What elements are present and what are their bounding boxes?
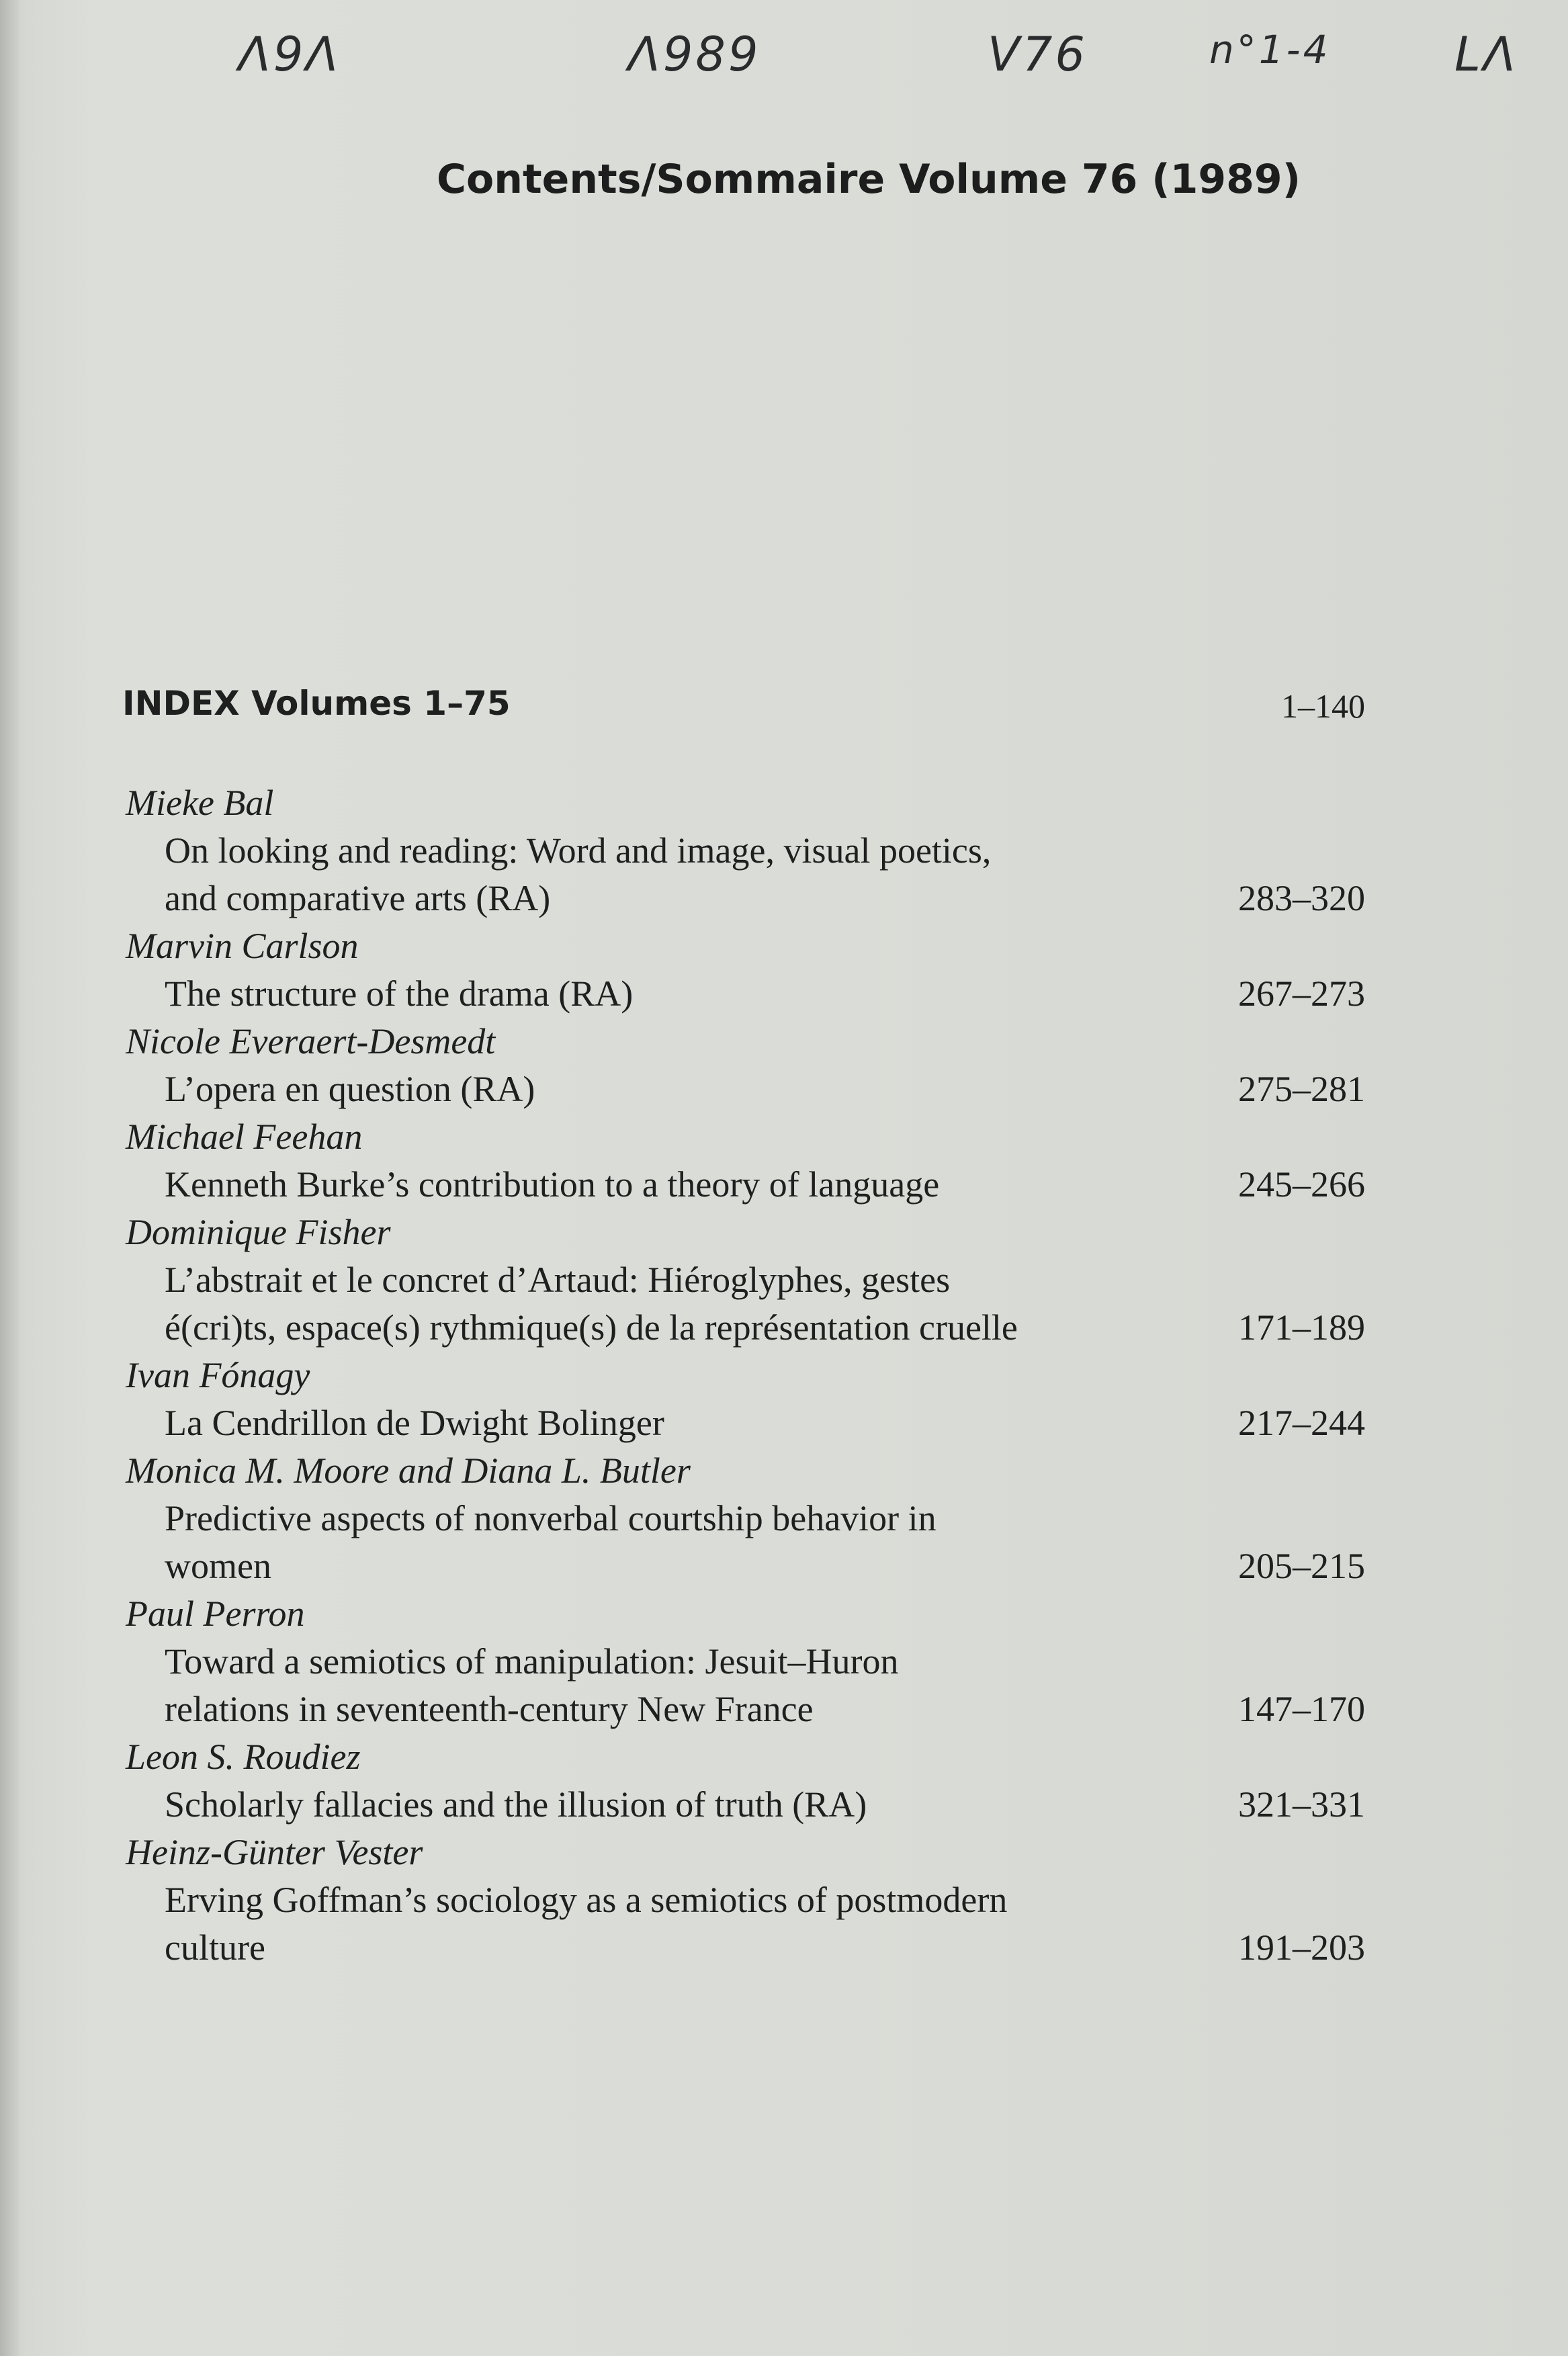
entry-article xyxy=(126,1399,1365,1447)
article-title-line: On looking and reading: Word and image, visual poetics, xyxy=(165,830,992,871)
entry-pages: 217–244 xyxy=(1238,1403,1365,1443)
entry-article xyxy=(126,1256,1365,1352)
entry-article xyxy=(126,1065,1365,1113)
index-pages: 1–140 xyxy=(1281,687,1365,725)
entry-pages: 267–273 xyxy=(1238,973,1365,1014)
entry-pages: 275–281 xyxy=(1238,1069,1365,1109)
entry-pages: 283–320 xyxy=(1238,878,1365,918)
entry-pages: 171–189 xyxy=(1238,1307,1365,1348)
handwritten-note: n°1-4 xyxy=(1209,27,1331,73)
article-title-line: culture xyxy=(165,1927,265,1968)
entry-pages: 191–203 xyxy=(1238,1927,1365,1968)
handwritten-note: Λ989 xyxy=(628,27,761,82)
page-title: Contents/Sommaire Volume 76 (1989) xyxy=(437,156,1301,203)
entry-author: Nicole Everaert-Desmedt xyxy=(126,1021,496,1061)
entry-author: Leon S. Roudiez xyxy=(126,1737,361,1777)
entry-author: Marvin Carlson xyxy=(126,926,359,966)
contents-entry xyxy=(126,1113,1365,1209)
entry-author: Heinz-Günter Vester xyxy=(126,1832,423,1872)
article-title-line: relations in seventeenth-century New France xyxy=(165,1689,814,1729)
entry-article xyxy=(126,1781,1365,1829)
entry-author: Michael Feehan xyxy=(126,1117,363,1157)
article-title-line: The structure of the drama (RA) xyxy=(165,973,634,1014)
contents-entry xyxy=(126,1018,1365,1113)
entry-article xyxy=(126,1638,1365,1733)
index-entry xyxy=(122,684,1365,738)
entry-article xyxy=(126,1876,1365,1972)
entry-author: Monica M. Moore and Diana L. Butler xyxy=(126,1450,691,1491)
article-title-line: Kenneth Burke’s contribution to a theory of language xyxy=(165,1164,940,1205)
contents-entry xyxy=(126,1590,1365,1733)
entry-pages: 147–170 xyxy=(1238,1689,1365,1729)
article-title-line: women xyxy=(165,1546,271,1586)
contents-entry xyxy=(126,922,1365,1018)
entry-article xyxy=(126,827,1365,922)
handwritten-note: Λ9Λ xyxy=(238,27,341,82)
article-title-line: L’opera en question (RA) xyxy=(165,1069,535,1109)
entry-pages: 205–215 xyxy=(1238,1546,1365,1586)
index-label: INDEX Volumes 1–75 xyxy=(122,684,511,723)
contents-entry xyxy=(126,1829,1365,1972)
article-title-line: Erving Goffman’s sociology as a semiotics of postmodern xyxy=(165,1880,1008,1920)
entry-author: Mieke Bal xyxy=(126,783,274,823)
contents-entry xyxy=(126,1209,1365,1352)
article-title-line: é(cri)ts, espace(s) rythmique(s) de la représentation cruelle xyxy=(165,1307,1018,1348)
handwritten-annotations xyxy=(0,27,1568,107)
entry-article xyxy=(126,970,1365,1018)
article-title-line: Scholarly fallacies and the illusion of truth (RA) xyxy=(165,1784,867,1825)
article-title-line: Toward a semiotics of manipulation: Jesuit–Huron xyxy=(165,1641,899,1682)
entry-author: Paul Perron xyxy=(126,1594,305,1634)
entry-pages: 245–266 xyxy=(1238,1164,1365,1205)
contents-entry xyxy=(126,1733,1365,1829)
article-title-line: Predictive aspects of nonverbal courtship behavior in xyxy=(165,1498,937,1538)
contents-entry xyxy=(126,1447,1365,1590)
article-title-line: L’abstrait et le concret d’Artaud: Hiéroglyphes, gestes xyxy=(165,1260,951,1300)
handwritten-note: V76 xyxy=(988,27,1088,82)
contents-entry xyxy=(126,779,1365,922)
entry-article xyxy=(126,1161,1365,1209)
entry-pages: 321–331 xyxy=(1238,1784,1365,1825)
entry-author: Dominique Fisher xyxy=(126,1212,391,1252)
contents-entry xyxy=(126,1352,1365,1447)
page-spine-edge xyxy=(0,0,19,2356)
contents-list xyxy=(126,779,1365,1972)
article-title-line: La Cendrillon de Dwight Bolinger xyxy=(165,1403,664,1443)
handwritten-note: LΛ xyxy=(1454,27,1518,82)
article-title-line: and comparative arts (RA) xyxy=(165,878,551,918)
entry-article xyxy=(126,1495,1365,1590)
entry-author: Ivan Fónagy xyxy=(126,1355,310,1395)
